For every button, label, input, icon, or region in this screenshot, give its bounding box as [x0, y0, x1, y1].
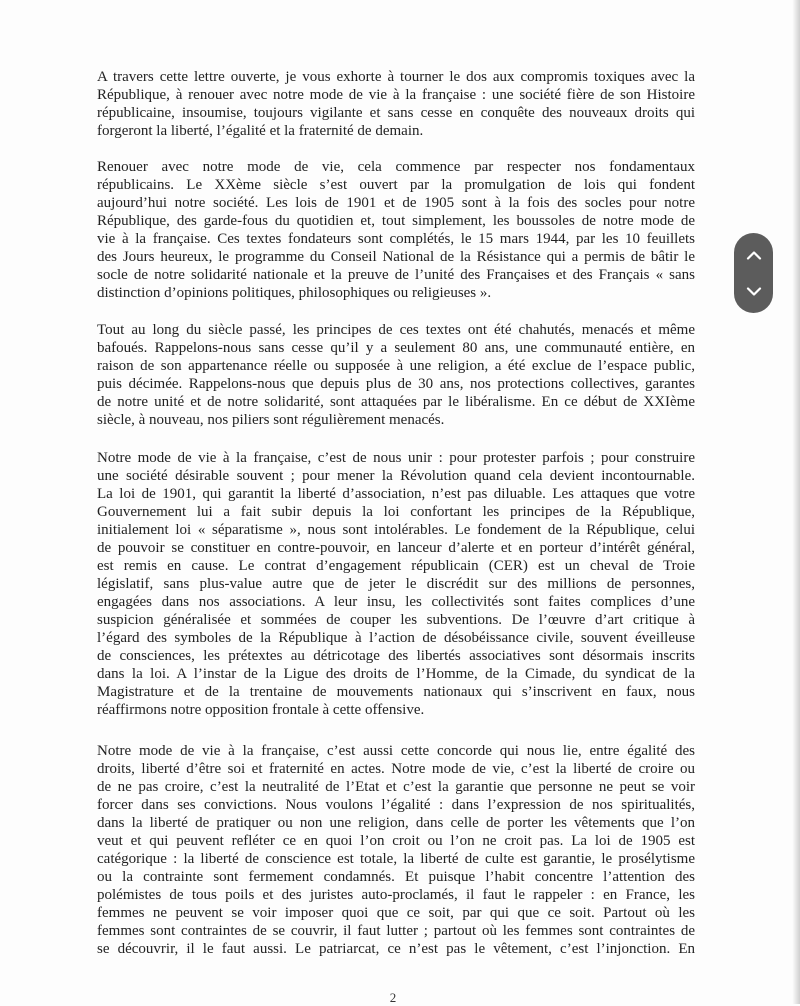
text-line: polémistes de tous poils et des juristes auto-proclamés, il faut le rappeler : en France, les: [97, 887, 695, 903]
text-line: une société désirable souvent ; pour mener la Révolution quand cela devient incontournable.: [97, 468, 695, 484]
text-line: l’égard des symboles de la République à l’action de désobéissance civile, souvent éveilleuse: [97, 630, 695, 646]
text-line: femmes ne peuvent se voir imposer quoi que ce soit, par qui que ce soit. Partout où les: [97, 905, 695, 921]
text-line: bafoués. Rappelons-nous sans cesse qu’il y a seulement 80 ans, une communauté entière, en: [97, 340, 695, 356]
scroll-down-button[interactable]: [734, 273, 773, 311]
text-line: engagées dans nos associations. A leur insu, les collectivités sont faites complices d’une: [97, 594, 695, 610]
text-line: Renouer avec notre mode de vie, cela commence par respecter nos fondamentaux: [97, 159, 695, 175]
text-line: dans la liberté de pratiquer ou non une religion, dans celle de porter les vêtements que l’on: [97, 815, 695, 831]
text-line: Magistrature et de la trentaine de mouvements nationaux qui s’inscrivent en faux, nous: [97, 684, 695, 700]
text-line: de ne pas croire, c’est la neutralité de l’Etat et c’est la garantie que personne ne peut se voir: [97, 779, 695, 795]
paragraph: [97, 321, 695, 429]
text-line: distinction d’opinions politiques, philosophiques ou religieuses ».: [97, 285, 492, 301]
text-line: La loi de 1901, qui garantit la liberté d’association, n’est pas diluable. Les attaques que votre: [97, 486, 695, 502]
chevron-up-icon: [746, 250, 762, 260]
text-line: Notre mode de vie à la française, c’est de nous unir : pour protester parfois ; pour construire: [97, 450, 695, 466]
paragraph: [97, 68, 695, 140]
text-line: socle de notre solidarité nationale et la preuve de l’unité des Françaises et des Français « sans: [97, 267, 695, 283]
text-line: de consciences, les prétextes au détricotage des libertés associatives sont désormais inscrits: [97, 648, 695, 664]
text-line: de notre unité et de notre solidarité, sont attaquées par le libéralisme. En ce début de XXIème: [97, 394, 695, 410]
paragraph: [97, 449, 695, 719]
text-line: A travers cette lettre ouverte, je vous exhorte à tourner le dos aux compromis toxiques avec la: [97, 69, 695, 85]
text-line: républicaine, insoumise, toujours vigilante et sans cesse en conquête des nouveaux droits qui: [97, 105, 695, 121]
text-line: République, à renouer avec notre mode de vie à la française : une société fière de son Histoire: [97, 87, 695, 103]
text-line: puis décimée. Rappelons-nous que depuis plus de 30 ans, nos protections collectives, garantes: [97, 376, 695, 392]
scroll-navigation-widget: [734, 233, 773, 313]
text-line: droits, liberté d’être soi et fraternité en actes. Notre mode de vie, c’est la liberté de croire ou: [97, 761, 695, 777]
text-line: femmes sont contraintes de se couvrir, il faut lutter ; partout où les femmes sont contraintes de: [97, 923, 695, 939]
paragraph: [97, 158, 695, 302]
text-line: se découvrir, il le faut aussi. Le patriarcat, ce n’est pas le vêtement, c’est l’injonction. En: [97, 941, 695, 957]
text-line: réaffirmons notre opposition frontale à cette offensive.: [97, 702, 425, 718]
text-line: républicains. Le XXème siècle s’est ouvert par la promulgation de lois qui fondent: [97, 177, 695, 193]
text-line: des Jours heureux, le programme du Conseil National de la Résistance qui a permis de bâtir le: [97, 249, 695, 265]
paragraph: [97, 742, 695, 958]
text-line: siècle, à nouveau, nos piliers sont régulièrement menacés.: [97, 412, 445, 428]
text-line: Tout au long du siècle passé, les principes de ces textes ont été chahutés, menacés et même: [97, 322, 695, 338]
text-line: ou la contrainte sont fermement condamnés. Et puisque l’habit concentre l’attention des: [97, 869, 695, 885]
text-line: de pouvoir se constituer en contre-pouvoir, en lanceur d’alerte et en porteur d’intérêt général,: [97, 540, 695, 556]
text-line: raison de son appartenance réelle ou supposée à une religion, a été exclue de l’espace public,: [97, 358, 695, 374]
text-line: République, des garde-fous du quotidien et, tout simplement, les boussoles de notre mode de: [97, 213, 695, 229]
text-line: veut et qui peuvent refléter ce en quoi l’on croit ou l’on ne croit pas. La loi de 1905 est: [97, 833, 695, 849]
page-number: 2: [389, 990, 397, 1005]
text-line: dans la loi. A l’instar de la Ligue des droits de l’Homme, de la Cimade, du syndicat de la: [97, 666, 695, 682]
text-line: Gouvernement lui a fait subir depuis la loi confortant les principes de la République,: [97, 504, 695, 520]
page-edge-shadow: [792, 0, 800, 1004]
text-line: forgeront la liberté, l’égalité et la fraternité de demain.: [97, 123, 424, 139]
chevron-down-icon: [746, 287, 762, 297]
text-line: catégorique : la liberté de conscience est totale, la liberté de culte est garantie, le prosélytisme: [97, 851, 695, 867]
text-line: aujourd’hui notre société. Les lois de 1901 et de 1905 sont à la fois des socles pour notre: [97, 195, 695, 211]
text-line: vie à la française. Ces textes fondateurs sont complétés, le 15 mars 1944, par les 10 feuillets: [97, 231, 695, 247]
text-line: forcer dans ses convictions. Nous voulons l’égalité : dans l’expression de nos spiritualités,: [97, 797, 695, 813]
text-line: législatif, sans plus-value autre que de jeter le discrédit sur des millions de personnes,: [97, 576, 695, 592]
text-line: initialement loi « séparatisme », nous sont intolérables. Le fondement de la République, celui: [97, 522, 695, 538]
text-line: est remis en cause. Le contrat d’engagement républicain (CER) est un cheval de Troie: [97, 558, 695, 574]
scroll-up-button[interactable]: [734, 236, 773, 274]
text-line: Notre mode de vie à la française, c’est aussi cette concorde qui nous lie, entre égalité des: [97, 743, 695, 759]
text-line: suspicion généralisée et sommées de couper les subventions. De l’œuvre d’art critique à: [97, 612, 695, 628]
